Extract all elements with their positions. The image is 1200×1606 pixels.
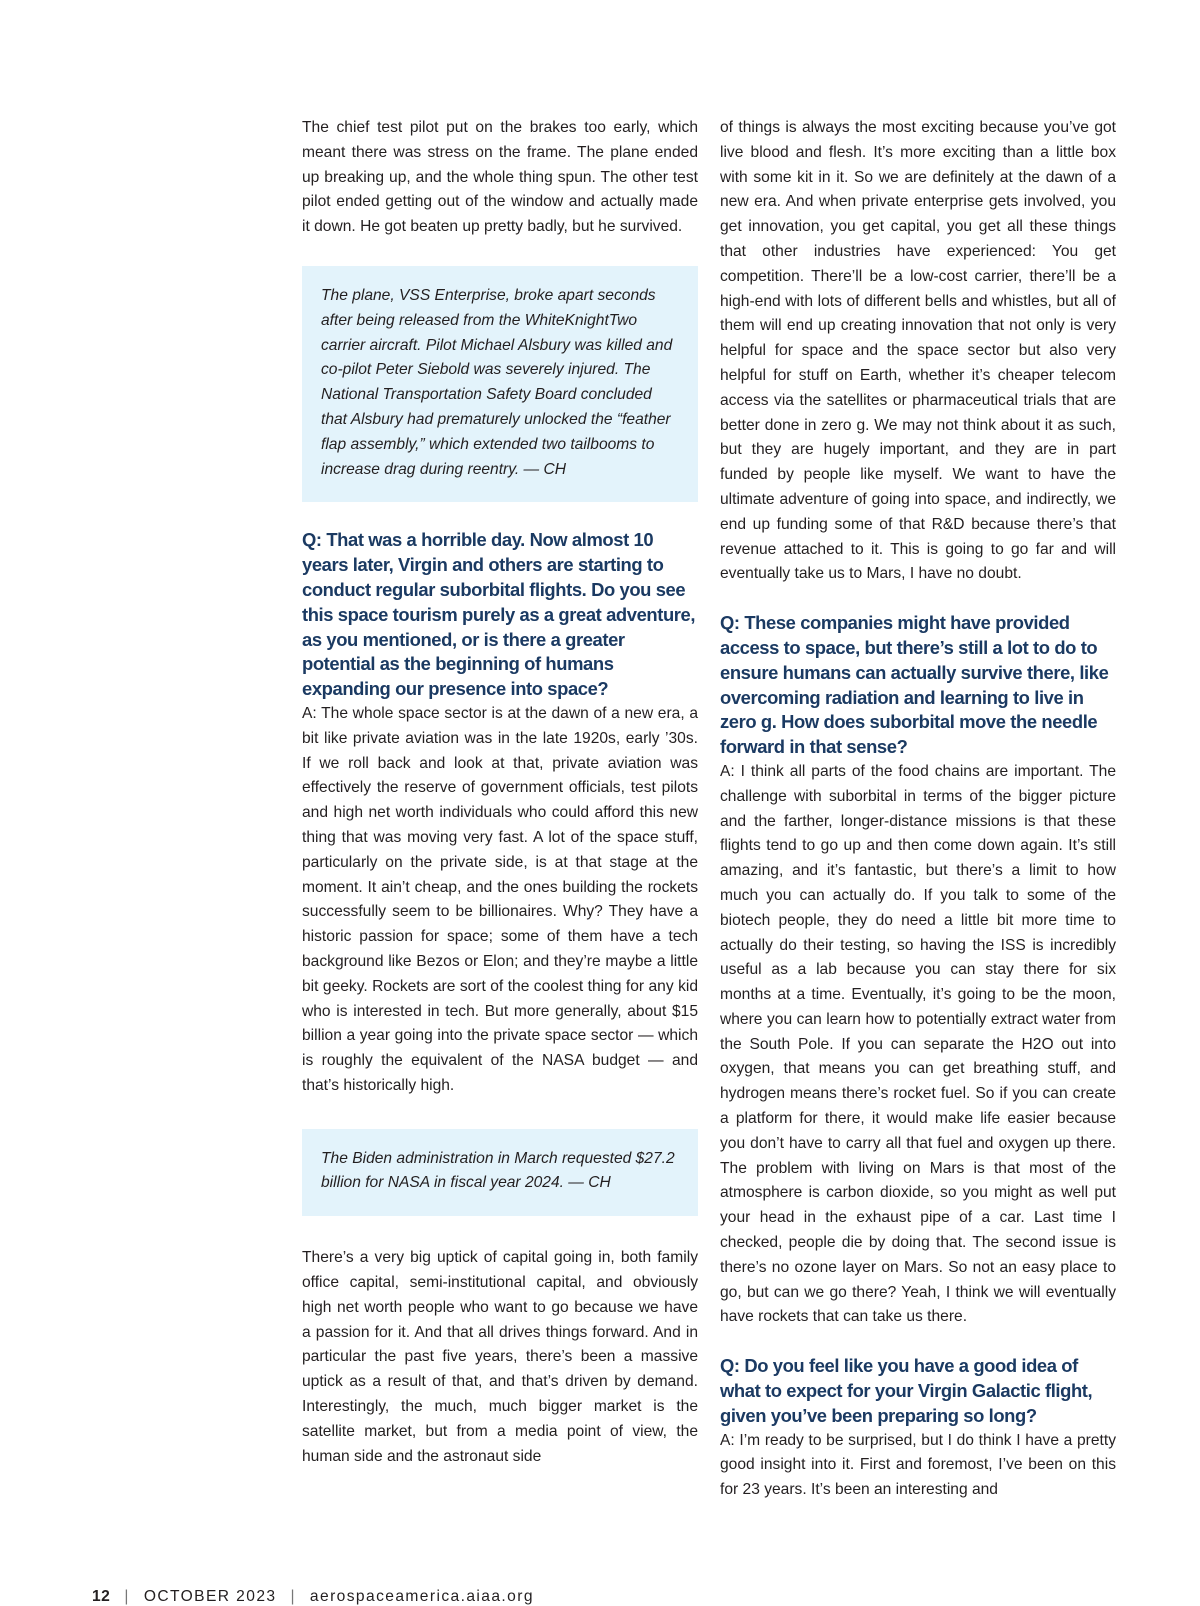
left-column	[302, 116, 698, 1469]
page-footer	[92, 1588, 534, 1606]
interview-question: Q: These companies might have provided access to space, but there’s still a lot to do to ensure humans can actually survive there, like overcoming radiation and learning to live in zero g. How does suborbital move the needle forward in that sense?	[720, 612, 1109, 758]
interview-question: Q: That was a horrible day. Now almost 10 years later, Virgin and others are starting to conduct regular suborbital flights. Do you see this space tourism purely as a great adventure, as you mentioned, or is there a greater potential as the beginning of humans expanding our presence into space?	[302, 529, 696, 700]
issue-date: OCTOBER 2023	[143, 1588, 277, 1605]
footer-separator: |	[124, 1588, 130, 1605]
interview-answer: A: I think all parts of the food chains are important. The challenge with suborbital in terms of the bigger picture and the farther, longer-distance missions is that these flights tend to go up and then come down again. It’s still amazing, and it’s fantastic, but there’s a limit to how much you can actually do. If you talk to some of the biotech people, they do need a little bit more time to actually do their testing, so having the ISS is incredibly useful as a lab because you can stay there for six months at a time. Eventually, it’s going to be the moon, where you can learn how to potentially extract water from the South Pole. If you can separate the H2O out into oxygen, that means you can get breathing stuff, and hydrogen means there’s rocket fuel. So if you can create a platform for there, it would make life easier because you don’t have to carry all that fuel and oxygen up there. The problem with living on Mars is that most of the atmosphere is carbon dioxide, so you might as well put your head in the exhaust pipe of a car. Last time I checked, people die by doing that. The second issue is there’s no ozone layer on Mars. So not an easy place to go, but can we go there? Yeah, I think we will eventually have rockets that can take us there.	[720, 762, 1116, 1326]
page-number: 12	[92, 1588, 111, 1605]
editor-note-text: The Biden administration in March requested $27.2 billion for NASA in fiscal year 2024. — CH	[321, 1149, 675, 1192]
editor-note-box	[302, 1129, 698, 1217]
footer-separator: |	[290, 1588, 296, 1605]
editor-note-box	[302, 266, 698, 502]
right-column	[720, 116, 1116, 1503]
interview-answer-continued: of things is always the most exciting because you’ve got live blood and flesh. It’s more exciting than a little box with some kit in it. So we are definitely at the dawn of a new era. And when private enterprise gets involved, you get innovation, you get capital, you get all these things that other industries have experienced: You get competition. There’ll be a low-cost carrier, there’ll be a high-end with lots of different bells and whistles, but all of them will end up creating innovation that not only is very helpful for space and the space sector but also very helpful for stuff on Earth, whether it’s cheaper telecom access via the satellites or pharmaceutical trials that are better done in zero g. We may not think about it as such, but they are hugely important, and they are in part funded by people like myself. We want to have the ultimate adventure of going into space, and indirectly, we end up funding some of that R&D because there’s that revenue attached to it. This is going to go far and will eventually take us to Mars, I have no doubt.	[720, 119, 1116, 583]
website-link[interactable]: aerospaceamerica.aiaa.org	[309, 1588, 534, 1605]
intro-paragraph: The chief test pilot put on the brakes too early, which meant there was stress on the frame. The plane ended up breaking up, and the whole thing spun. The other test pilot ended getting out of the window and actually made it down. He got beaten up pretty badly, but he survived.	[302, 119, 698, 236]
interview-answer: A: I’m ready to be surprised, but I do think I have a pretty good insight into it. First and foremost, I’ve been on this for 23 years. It’s been an interesting and	[720, 1431, 1116, 1499]
interview-question: Q: Do you feel like you have a good idea of what to expect for your Virgin Galactic flight, given you’ve been preparing so long?	[720, 1355, 1093, 1426]
interview-answer: A: The whole space sector is at the dawn of a new era, a bit like private aviation was in the late 1920s, early ’30s. If we roll back and look at that, private aviation was effectively the reserve of government officials, test pilots and high net worth individuals who could afford this new thing that was moving very fast. A lot of the space stuff, particularly on the private side, is at that stage at the moment. It ain’t cheap, and the ones building the rockets successfully seem to be billionaires. Why? They have a historic passion for space; some of them have a tech background like Bezos or Elon; and they’re maybe a little bit geeky. Rockets are sort of the coolest thing for any kid who is interested in tech. But more generally, about $15 billion a year going into the private space sector — which is roughly the equivalent of the NASA budget — and that’s historically high.	[302, 704, 698, 1094]
editor-note-text: The plane, VSS Enterprise, broke apart seconds after being released from the WhiteKnightTwo carrier aircraft. Pilot Michael Alsbury was killed and co-pilot Peter Siebold was severely injured. The National Transportation Safety Board concluded that Alsbury had prematurely unlocked the “feather flap assembly,” which extended two tailbooms to increase drag during reentry. — CH	[321, 286, 673, 478]
interview-answer-continued: There’s a very big uptick of capital going in, both family office capital, semi-institutional capital, and obviously high net worth people who want to go because we have a passion for it. And that all drives things forward. And in particular the past five years, there’s been a massive uptick as a result of that, and that’s driven by demand. Interestingly, the much, much bigger market is the satellite market, but from a media point of view, the human side and the astronaut side	[302, 1249, 698, 1465]
